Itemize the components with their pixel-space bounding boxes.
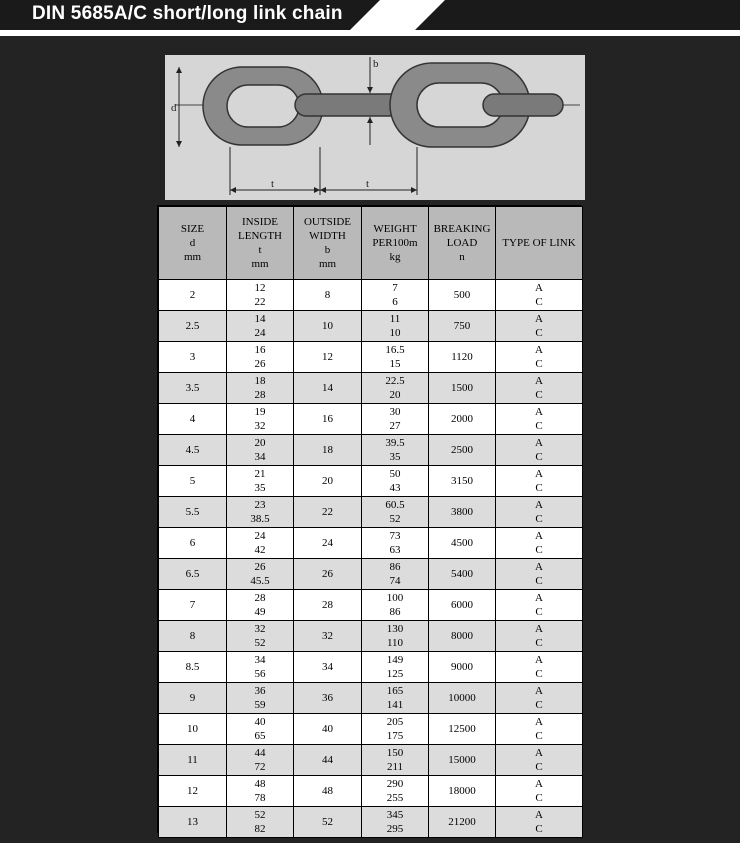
cell-outside-width: 8 xyxy=(294,280,362,311)
table-row xyxy=(159,621,583,652)
cell-weight: 165 141 xyxy=(362,683,429,714)
cell-breaking-load: 18000 xyxy=(429,776,496,807)
table-row xyxy=(159,590,583,621)
cell-breaking-load: 3150 xyxy=(429,466,496,497)
chain-link-diagram xyxy=(165,55,585,200)
cell-breaking-load: 3800 xyxy=(429,497,496,528)
cell-breaking-load: 10000 xyxy=(429,683,496,714)
cell-size: 11 xyxy=(159,745,227,776)
cell-type-of-link: A C xyxy=(496,807,583,838)
header-weight: WEIGHT PER100m kg xyxy=(362,207,429,280)
cell-breaking-load: 4500 xyxy=(429,528,496,559)
table-row xyxy=(159,404,583,435)
dim-label-t1: t xyxy=(271,178,275,190)
table-row xyxy=(159,466,583,497)
cell-size: 4.5 xyxy=(159,435,227,466)
cell-type-of-link: A C xyxy=(496,497,583,528)
cell-size: 8.5 xyxy=(159,652,227,683)
dim-label-b: b xyxy=(373,58,379,70)
cell-weight: 60.5 52 xyxy=(362,497,429,528)
cell-size: 5.5 xyxy=(159,497,227,528)
cell-breaking-load: 500 xyxy=(429,280,496,311)
cell-outside-width: 26 xyxy=(294,559,362,590)
cell-type-of-link: A C xyxy=(496,466,583,497)
cell-type-of-link: A C xyxy=(496,776,583,807)
cell-breaking-load: 1500 xyxy=(429,373,496,404)
cell-breaking-load: 2500 xyxy=(429,435,496,466)
cell-outside-width: 32 xyxy=(294,621,362,652)
cell-weight: 30 27 xyxy=(362,404,429,435)
cell-weight: 150 211 xyxy=(362,745,429,776)
cell-size: 6.5 xyxy=(159,559,227,590)
cell-size: 2 xyxy=(159,280,227,311)
cell-type-of-link: A C xyxy=(496,311,583,342)
cell-inside-length: 19 32 xyxy=(227,404,294,435)
cell-type-of-link: A C xyxy=(496,652,583,683)
cell-inside-length: 23 38.5 xyxy=(227,497,294,528)
cell-type-of-link: A C xyxy=(496,621,583,652)
cell-outside-width: 14 xyxy=(294,373,362,404)
cell-weight: 50 43 xyxy=(362,466,429,497)
cell-weight: 11 10 xyxy=(362,311,429,342)
cell-size: 10 xyxy=(159,714,227,745)
cell-type-of-link: A C xyxy=(496,435,583,466)
cell-breaking-load: 5400 xyxy=(429,559,496,590)
cell-outside-width: 28 xyxy=(294,590,362,621)
cell-inside-length: 32 52 xyxy=(227,621,294,652)
table-row xyxy=(159,652,583,683)
cell-size: 3 xyxy=(159,342,227,373)
cell-inside-length: 21 35 xyxy=(227,466,294,497)
cell-size: 3.5 xyxy=(159,373,227,404)
cell-type-of-link: A C xyxy=(496,559,583,590)
cell-breaking-load: 750 xyxy=(429,311,496,342)
cell-outside-width: 10 xyxy=(294,311,362,342)
cell-type-of-link: A C xyxy=(496,528,583,559)
title-banner xyxy=(0,0,740,36)
cell-size: 2.5 xyxy=(159,311,227,342)
cell-type-of-link: A C xyxy=(496,745,583,776)
cell-outside-width: 34 xyxy=(294,652,362,683)
cell-outside-width: 16 xyxy=(294,404,362,435)
cell-outside-width: 18 xyxy=(294,435,362,466)
cell-breaking-load: 15000 xyxy=(429,745,496,776)
specification-table xyxy=(157,205,581,833)
cell-weight: 130 110 xyxy=(362,621,429,652)
dim-label-t2: t xyxy=(366,178,370,190)
cell-inside-length: 20 34 xyxy=(227,435,294,466)
cell-inside-length: 16 26 xyxy=(227,342,294,373)
cell-type-of-link: A C xyxy=(496,280,583,311)
header-breaking-load: BREAKING LOAD n xyxy=(429,207,496,280)
cell-type-of-link: A C xyxy=(496,373,583,404)
cell-inside-length: 44 72 xyxy=(227,745,294,776)
cell-weight: 39.5 35 xyxy=(362,435,429,466)
cell-size: 8 xyxy=(159,621,227,652)
cell-inside-length: 28 49 xyxy=(227,590,294,621)
cell-weight: 345 295 xyxy=(362,807,429,838)
cell-inside-length: 40 65 xyxy=(227,714,294,745)
cell-outside-width: 44 xyxy=(294,745,362,776)
cell-weight: 73 63 xyxy=(362,528,429,559)
cell-weight: 86 74 xyxy=(362,559,429,590)
cell-weight: 100 86 xyxy=(362,590,429,621)
cell-outside-width: 40 xyxy=(294,714,362,745)
cell-size: 7 xyxy=(159,590,227,621)
cell-outside-width: 22 xyxy=(294,497,362,528)
cell-breaking-load: 6000 xyxy=(429,590,496,621)
dim-label-d: d xyxy=(171,102,177,114)
page-title: DIN 5685A/C short/long link chain xyxy=(32,3,343,24)
table-row xyxy=(159,528,583,559)
cell-inside-length: 48 78 xyxy=(227,776,294,807)
cell-inside-length: 36 59 xyxy=(227,683,294,714)
cell-breaking-load: 12500 xyxy=(429,714,496,745)
table-row xyxy=(159,280,583,311)
header-size: SIZE d mm xyxy=(159,207,227,280)
table-row xyxy=(159,745,583,776)
cell-weight: 16.5 15 xyxy=(362,342,429,373)
table-row xyxy=(159,342,583,373)
cell-weight: 205 175 xyxy=(362,714,429,745)
cell-type-of-link: A C xyxy=(496,683,583,714)
cell-size: 12 xyxy=(159,776,227,807)
cell-weight: 7 6 xyxy=(362,280,429,311)
cell-size: 4 xyxy=(159,404,227,435)
table-row xyxy=(159,559,583,590)
table-row xyxy=(159,435,583,466)
cell-breaking-load: 9000 xyxy=(429,652,496,683)
cell-weight: 22.5 20 xyxy=(362,373,429,404)
table-row xyxy=(159,807,583,838)
table-row xyxy=(159,373,583,404)
cell-inside-length: 34 56 xyxy=(227,652,294,683)
cell-outside-width: 36 xyxy=(294,683,362,714)
cell-outside-width: 48 xyxy=(294,776,362,807)
header-outside-width: OUTSIDE WIDTH b mm xyxy=(294,207,362,280)
table-row xyxy=(159,497,583,528)
cell-outside-width: 12 xyxy=(294,342,362,373)
header-type-of-link: TYPE OF LINK xyxy=(496,207,583,280)
cell-inside-length: 26 45.5 xyxy=(227,559,294,590)
cell-type-of-link: A C xyxy=(496,342,583,373)
cell-inside-length: 12 22 xyxy=(227,280,294,311)
cell-outside-width: 52 xyxy=(294,807,362,838)
cell-breaking-load: 8000 xyxy=(429,621,496,652)
cell-inside-length: 52 82 xyxy=(227,807,294,838)
cell-size: 13 xyxy=(159,807,227,838)
cell-size: 5 xyxy=(159,466,227,497)
cell-inside-length: 24 42 xyxy=(227,528,294,559)
cell-inside-length: 18 28 xyxy=(227,373,294,404)
cell-weight: 290 255 xyxy=(362,776,429,807)
table-row xyxy=(159,683,583,714)
cell-breaking-load: 1120 xyxy=(429,342,496,373)
cell-weight: 149 125 xyxy=(362,652,429,683)
cell-type-of-link: A C xyxy=(496,404,583,435)
cell-size: 6 xyxy=(159,528,227,559)
table-row xyxy=(159,714,583,745)
table-row xyxy=(159,776,583,807)
cell-inside-length: 14 24 xyxy=(227,311,294,342)
cell-outside-width: 24 xyxy=(294,528,362,559)
cell-type-of-link: A C xyxy=(496,714,583,745)
cell-breaking-load: 21200 xyxy=(429,807,496,838)
table-header-row xyxy=(159,207,583,280)
cell-size: 9 xyxy=(159,683,227,714)
cell-breaking-load: 2000 xyxy=(429,404,496,435)
cell-outside-width: 20 xyxy=(294,466,362,497)
cell-type-of-link: A C xyxy=(496,590,583,621)
header-inside-length: INSIDE LENGTH t mm xyxy=(227,207,294,280)
table-row xyxy=(159,311,583,342)
banner-stripes xyxy=(370,0,740,30)
